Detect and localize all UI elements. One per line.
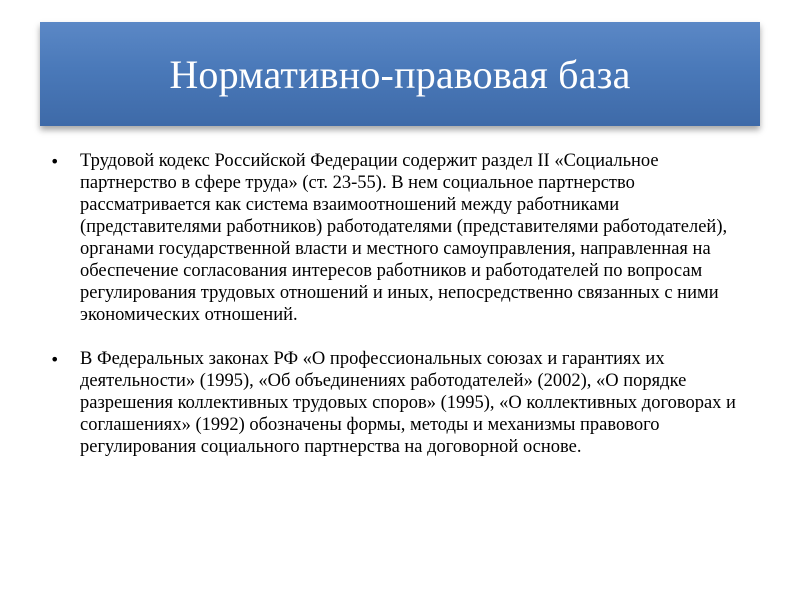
slide-content xyxy=(50,150,750,480)
slide-title: Нормативно-правовая база xyxy=(169,51,631,97)
bullet-icon: • xyxy=(50,152,60,171)
title-bar xyxy=(40,22,760,126)
bullet-item-1 xyxy=(50,150,750,326)
bullet-icon: • xyxy=(50,350,60,369)
bullet-item-2 xyxy=(50,348,750,458)
bullet-text-2: В Федеральных законах РФ «О профессиональных союзах и гарантиях их деятельности» (1995), «Об объединениях работодателей» (2002), «О порядке разрешения коллективных трудовых споров» (1995), «О коллективных договорах и соглашениях» (1992) обозначены формы, методы и механизмы правового регулирования социального партнерства на договорной основе. xyxy=(80,349,736,457)
bullet-text-1: Трудовой кодекс Российской Федерации содержит раздел II «Социальное партнерство в сфере труда» (ст. 23-55). В нем социальное партнерство рассматривается как система взаимоотношений между работниками (представителями работников) работодателями (представителями работодателей), органами государственной власти и местного самоуправления, направленная на обеспечение согласования интересов работников и работодателей по вопросам регулирования трудовых отношений и иных, непосредственно связанных с ними экономических отношений. xyxy=(80,151,728,325)
